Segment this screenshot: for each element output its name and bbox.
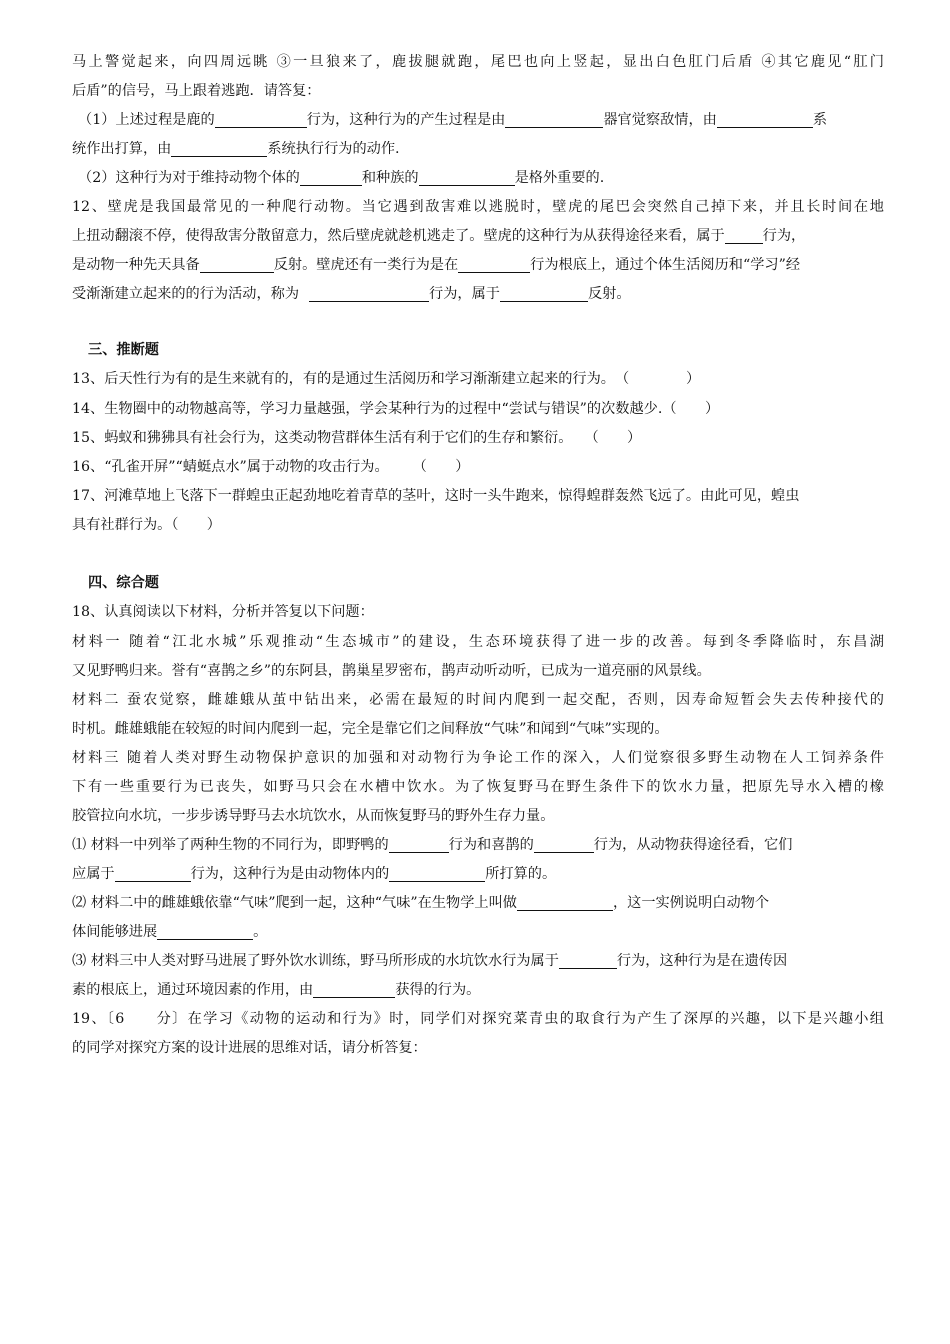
question-17: 17、河滩草地上飞落下一群蝗虫正起劲地吃着青草的茎叶，这时一头牛跑来，惊得蝗群轰然飞远了。由此可见，蝗虫: [72, 488, 800, 504]
question-12: 12、壁虎是我国最常见的一种爬行动物。当它遇到敌害难以逃脱时，壁虎的尾巴会突然自己掉下来，并且长时间在地: [72, 199, 884, 215]
answer-blank[interactable]: [505, 110, 603, 128]
question-11-2: （2）这种行为对于维持动物个体的 和种族的 是格外重要的.: [78, 170, 605, 186]
answer-blank[interactable]: [389, 835, 449, 853]
text-line: 具有社群行为。（ ）: [72, 517, 221, 533]
answer-blank[interactable]: [309, 284, 429, 302]
answer-blank[interactable]: [500, 284, 588, 302]
text-line: 体间能够进展 。: [72, 924, 268, 940]
text-line: 应属于 行为，这种行为是由动物体内的 所打算的。: [72, 866, 557, 882]
answer-blank[interactable]: [171, 139, 267, 157]
material-3: 材料三 随着人类对野生动物保护意识的加强和对动物行为争论工作的深入，人们觉察很多野生动物在人工饲养条件: [72, 750, 884, 766]
answer-blank[interactable]: [115, 864, 191, 882]
question-18: 18、认真阅读以下材料，分析并答复以下问题：: [72, 604, 374, 620]
sub-question-1: ⑴ 材料一中列举了两种生物的不同行为，即野鸭的 行为和喜鹊的 行为，从动物获得途径看，它们: [72, 837, 793, 853]
sub-question-2: ⑵ 材料二中的雌雄蛾依靠“气味”爬到一起，这种“气味”在生物学上叫做 ，这一实例说明白动物个: [72, 895, 770, 911]
text-line: 统作出打算，由 系统执行行为的动作.: [72, 141, 400, 157]
answer-blank[interactable]: [458, 255, 530, 273]
answer-blank[interactable]: [419, 168, 515, 186]
section-heading-judgement: 三、推断题: [88, 342, 159, 358]
answer-blank[interactable]: [517, 893, 613, 911]
text-line: 下有一些重要行为已丧失，如野马只会在水槽中饮水。为了恢复野马在野生条件下的饮水力量，把原先导水入槽的橡: [72, 779, 884, 795]
answer-blank[interactable]: [215, 110, 307, 128]
text-line: 受渐渐建立起来的的行为活动，称为 行为，属于 反射。: [72, 286, 631, 302]
answer-blank[interactable]: [717, 110, 813, 128]
answer-blank[interactable]: [300, 168, 362, 186]
question-13: 13、后天性行为有的是生来就有的，有的是通过生活阅历和学习渐渐建立起来的行为。（ ）: [72, 366, 884, 392]
answer-blank[interactable]: [200, 255, 274, 273]
text-line: 是动物一种先天具备 反射。壁虎还有一类行为是在 行为根底上，通过个体生活阅历和“学习”经: [72, 257, 801, 273]
answer-blank[interactable]: [725, 226, 763, 244]
material-1: 材料一 随着“江北水城”乐观推动“生态城市”的建设，生态环境获得了进一步的改善。每到冬季降临时，东昌湖: [72, 634, 884, 650]
answer-blank[interactable]: [157, 922, 253, 940]
section-heading-comprehensive: 四、综合题: [88, 575, 159, 591]
text-line: 胶管拉向水坑，一步步诱导野马去水坑饮水，从而恢复野马的野外生存力量。: [72, 808, 555, 824]
question-19: 19、〔6 分〕在学习《动物的运动和行为》时，同学们对探究菜青虫的取食行为产生了深厚的兴趣，以下是兴趣小组: [72, 1011, 884, 1027]
answer-paren[interactable]: （ ）: [412, 459, 470, 475]
question-15: 15、蚂蚁和狒狒具有社会行为，这类动物营群体生活有利于它们的生存和繁衍。 （ ）: [72, 425, 884, 451]
text-line: 时机。雌雄蛾能在较短的时间内爬到一起，完全是靠它们之间释放“气味”和闻到“气味”实现的。: [72, 721, 669, 737]
answer-blank[interactable]: [313, 980, 395, 998]
answer-blank[interactable]: [389, 864, 485, 882]
material-2: 材料二 蚕农觉察，雌雄蛾从茧中钻出来，必需在最短的时间内爬到一起交配，否则，因寿命短暂会失去传种接代的: [72, 692, 884, 708]
text-line: 上扭动翻滚不停，使得敌害分散留意力，然后壁虎就趁机逃走了。壁虎的这种行为从获得途径来看，属于 行为，: [72, 228, 806, 244]
answer-paren[interactable]: （ ）: [662, 401, 720, 417]
answer-paren[interactable]: （ ）: [584, 430, 642, 446]
answer-blank[interactable]: [559, 951, 617, 969]
text-line: 又见野鸭归来。誉有“喜鹊之乡”的东阿县，鹊巢星罗密布，鹊声动听动听，已成为一道亮丽的风景线。: [72, 663, 711, 679]
question-16: 16、“孔雀开屏”“蜻蜓点水”属于动物的攻击行为。 （ ）: [72, 454, 884, 480]
text-line: 马上警觉起来，向四周远眺 ③一旦狼来了，鹿拔腿就跑，尾巴也向上竖起，显出白色肛门后盾 ④其它鹿见“肛门: [72, 54, 884, 70]
sub-question-3: ⑶ 材料三中人类对野马进展了野外饮水训练，野马所形成的水坑饮水行为属于 行为，这种行为是在遗传因: [72, 953, 788, 969]
text-line: 的同学对探究方案的设计进展的思维对话，请分析答复：: [72, 1040, 427, 1056]
answer-paren[interactable]: （ ）: [615, 371, 701, 387]
text-line: 素的根底上，通过环境因素的作用，由 获得的行为。: [72, 982, 481, 998]
answer-blank[interactable]: [534, 835, 594, 853]
question-14: 14、生物圈中的动物越高等，学习力量越强，学会某种行为的过程中“尝试与错误”的次数越少.（ ）: [72, 396, 884, 422]
question-11-1: （1）上述过程是鹿的 行为，这种行为的产生过程是由 器官觉察敌情，由 系: [78, 112, 828, 128]
text-line: 后盾”的信号，马上跟着逃跑．请答复：: [72, 83, 321, 99]
